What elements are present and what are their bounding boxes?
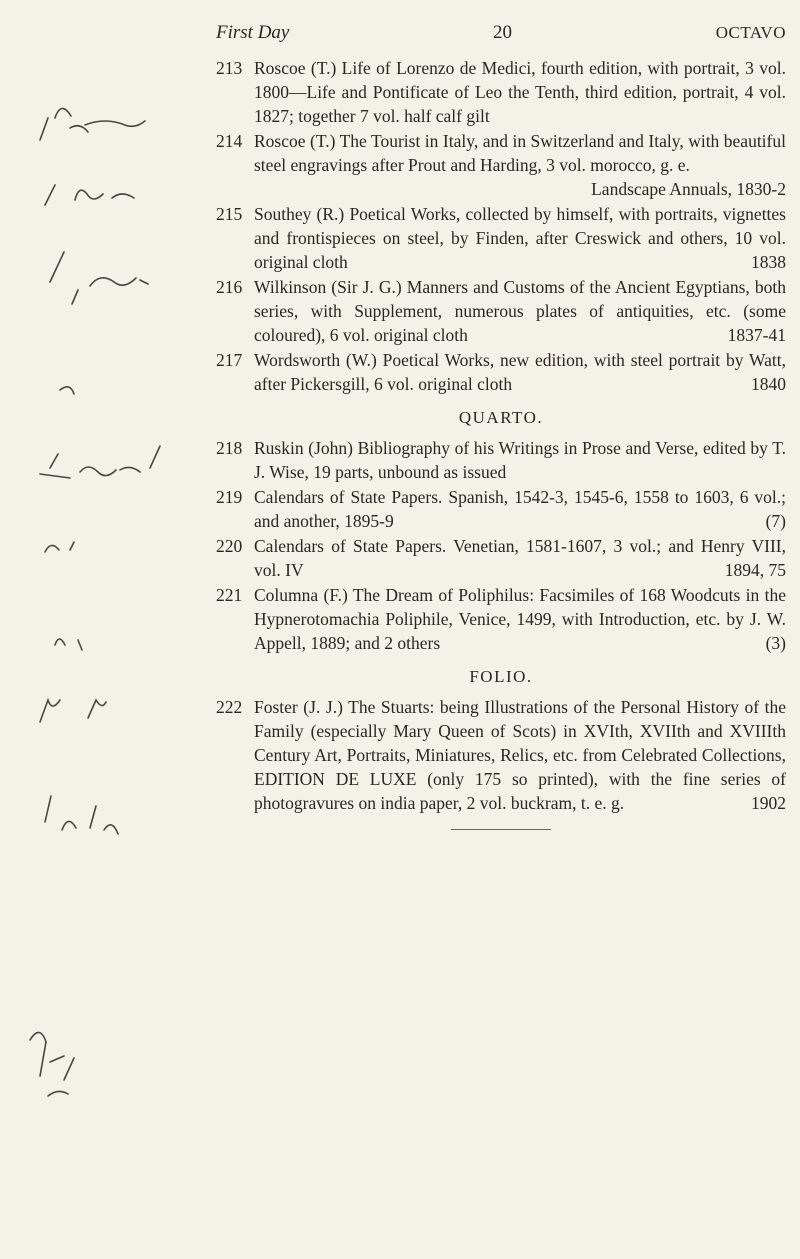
lot-number: 214 <box>216 131 243 151</box>
lot-body <box>254 129 786 201</box>
lot-entry <box>216 129 786 201</box>
quarto-lots <box>216 436 786 655</box>
page-number: 20 <box>493 22 513 43</box>
pencil-annotations-icon <box>0 0 185 1259</box>
folio-lots <box>216 695 786 815</box>
lot-description: Columna (F.) The Dream of Poliphilus: Facsimiles of 168 Woodcuts in the Hypnerotomachia Poliphile, Venice, 1499, with Introduction, etc. by J. W. Appell, 1889; and 2 others <box>254 585 786 653</box>
lot-body <box>254 583 786 655</box>
lot-body <box>254 202 786 274</box>
lot-body <box>254 485 786 533</box>
catalogue-page <box>216 22 786 830</box>
lot-number: 218 <box>216 438 243 458</box>
handwritten-margin-notes <box>0 0 185 1259</box>
sale-day: First Day <box>216 22 290 43</box>
lot-description: Foster (J. J.) The Stuarts: being Illustrations of the Personal History of the Family (especially Mary Queen of Scots) in XVIth, XVIIth and XVIIIth Century Art, Portraits, Miniatures, Relics, etc. from Celebrated Collections, EDITION DE LUXE (only 175 so printed), with the fine series of photogravures on india paper, 2 vol. buckram, t. e. g. <box>254 697 786 813</box>
lot-body <box>254 56 786 128</box>
lot-description: Wordsworth (W.) Poetical Works, new edition, with steel portrait by Watt, after Pickersgill, 6 vol. original cloth <box>254 350 786 394</box>
lot-description: Roscoe (T.) Life of Lorenzo de Medici, fourth edition, with portrait, 3 vol. 1800—Life and Pontificate of Leo the Tenth, third edition, portrait, 4 vol. 1827; together 7 vol. half calf gilt <box>254 58 786 126</box>
page-header <box>216 22 786 44</box>
lot-description: Southey (R.) Poetical Works, collected by himself, with portraits, vignettes and frontispieces on steel, by Finden, after Creswick and others, 10 vol. original cloth <box>254 204 786 272</box>
lot-body <box>254 348 786 396</box>
lot-number: 222 <box>216 697 243 717</box>
lot-number: 213 <box>216 58 243 78</box>
lot-description: Ruskin (John) Bibliography of his Writings in Prose and Verse, edited by T. J. Wise, 19 parts, unbound as issued <box>254 438 786 482</box>
lot-entry <box>216 695 786 815</box>
quarto-heading: QUARTO. <box>458 408 544 427</box>
lot-date: 1838 <box>751 252 786 272</box>
folio-heading: FOLIO. <box>469 667 533 686</box>
lot-number: 217 <box>216 350 243 370</box>
lot-date: 1894, 75 <box>724 560 786 580</box>
lot-number: 216 <box>216 277 243 297</box>
lot-date: 1902 <box>751 793 786 813</box>
lot-date: 1840 <box>751 374 786 394</box>
lot-body <box>254 436 786 484</box>
lot-number: 219 <box>216 487 243 507</box>
end-rule <box>451 829 551 830</box>
lot-entry <box>216 348 786 396</box>
lot-body <box>254 534 786 582</box>
lot-entry <box>216 436 786 484</box>
lot-number: 220 <box>216 536 243 556</box>
lot-entry <box>216 202 786 274</box>
lot-entry <box>216 275 786 347</box>
format-heading: OCTAVO <box>715 23 786 42</box>
lot-description: Wilkinson (Sir J. G.) Manners and Customs of the Ancient Egyptians, both series, with Supplement, numerous plates of antiquities, etc. (some coloured), 6 vol. original cloth <box>254 277 786 345</box>
lot-entry <box>216 534 786 582</box>
lot-number: 221 <box>216 585 243 605</box>
lot-date: 1837-41 <box>727 325 786 345</box>
lot-description: Calendars of State Papers. Spanish, 1542-3, 1545-6, 1558 to 1603, 6 vol.; and another, 1895-9 <box>254 487 786 531</box>
lot-date: Landscape Annuals, 1830-2 <box>591 179 786 199</box>
lot-entry <box>216 56 786 128</box>
lot-date: (3) <box>765 633 786 653</box>
lot-description: Roscoe (T.) The Tourist in Italy, and in Switzerland and Italy, with beautiful steel engravings after Prout and Harding, 3 vol. morocco, g. e. <box>254 131 786 175</box>
lot-body <box>254 695 786 815</box>
lot-entry <box>216 583 786 655</box>
lot-date: (7) <box>765 511 786 531</box>
lot-description: Calendars of State Papers. Venetian, 1581-1607, 3 vol.; and Henry VIII, vol. IV <box>254 536 786 580</box>
octavo-lots <box>216 56 786 396</box>
lot-number: 215 <box>216 204 243 224</box>
lot-body <box>254 275 786 347</box>
lot-entry <box>216 485 786 533</box>
